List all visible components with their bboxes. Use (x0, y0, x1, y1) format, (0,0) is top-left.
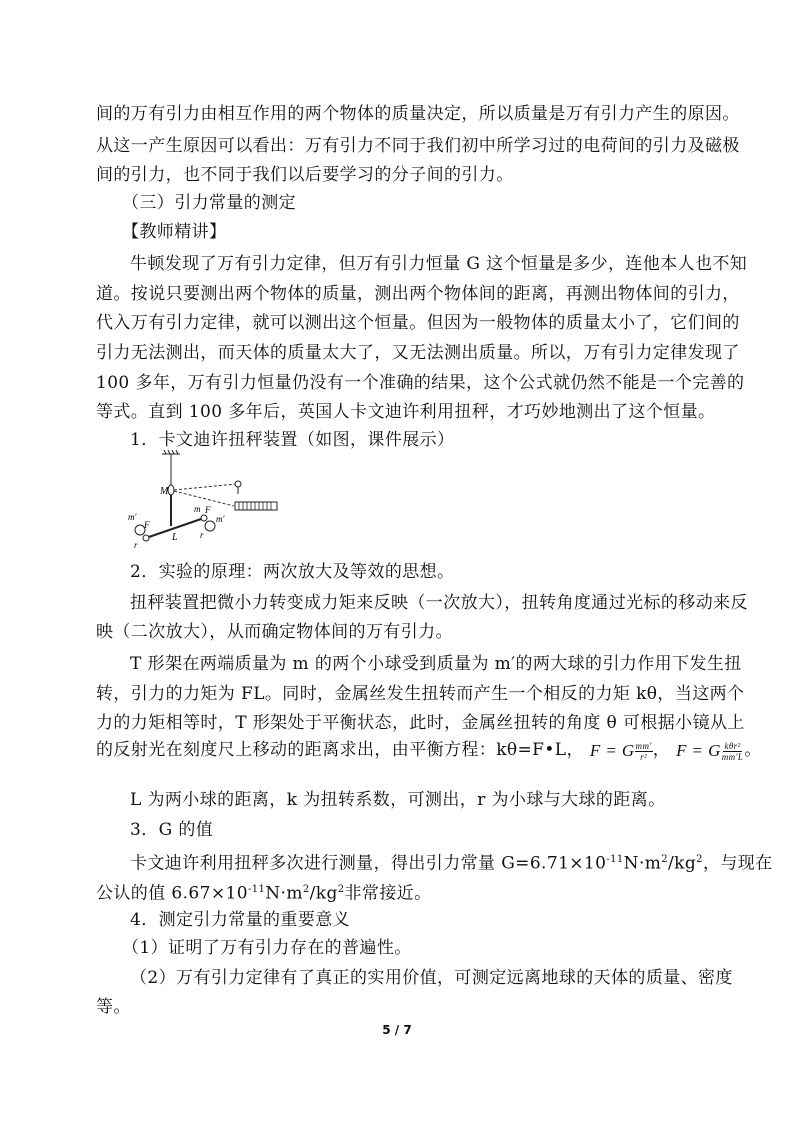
text-line: T 形架在两端质量为 m 的两个小球受到质量为 m′的两大球的引力作用下发生扭 (130, 654, 742, 674)
list-item: 1．卡文迪许扭秤装置（如图，课件展示） (130, 430, 455, 450)
text-line: 间的引力，也不同于我们以后要学习的分子间的引力。 (96, 165, 514, 185)
ceiling-mount (162, 450, 180, 454)
equilibrium-line: 的反射光在刻度尺上移动的距离求出，由平衡方程：kθ=F•L， F = G $\frac{mm'}{\text{r²}}$ ， F = G $\frac{\text{kθr²}}{mm'L}$ 。 (96, 740, 762, 763)
formula-torsion: F = G $\frac{\text{kθr²}}{mm'L}$ (676, 740, 744, 763)
g-accepted-line: 公认的值 $6.67\times 10^{-11}N\cdot m^2/kg^2$非常接近。 (96, 883, 432, 904)
text-line: 等。 (96, 997, 131, 1017)
text-line: 代入万有引力定律，就可以测出这个恒量。但因为一般物体的质量太小了，它们间的 (96, 313, 740, 333)
label-F-left: F (144, 520, 150, 530)
list-item: （2）万有引力定律有了真正的实用价值，可测定远离地球的天体的质量、密度 (130, 968, 733, 988)
section-heading: （三）引力常量的测定 (122, 193, 296, 213)
label-m-prime-right: m′ (216, 514, 225, 524)
list-item: 4．测定引力常量的重要意义 (130, 910, 351, 930)
list-item: 2．实验的原理：两次放大及等效的思想。 (130, 562, 455, 582)
light-source (235, 481, 241, 487)
subsection-label: 【教师精讲】 (122, 222, 227, 242)
text-line: 引力无法测出，而天体的质量太大了，又无法测出质量。所以，万有引力定律发现了 (96, 343, 740, 363)
formula-newton: F = G $\frac{mm'}{\text{r²}}$ (589, 740, 652, 763)
text-line: 间的万有引力由相互作用的两个物体的质量决定，所以质量是万有引力产生的原因。 (96, 104, 740, 124)
formula-separator: ， (652, 740, 671, 760)
text-line: 100 多年，万有引力恒量仍没有一个准确的结果，这个公式就仍然不能是一个完善的 (96, 373, 745, 393)
text-line: 映（二次放大），从而确定物体间的万有引力。 (96, 622, 453, 642)
text-line: 等式。直到 100 多年后，英国人卡文迪许利用扭秤，才巧妙地测出了这个恒量。 (96, 402, 716, 422)
torsion-balance-diagram (124, 450, 314, 550)
list-item: 3．G 的值 (130, 820, 214, 840)
label-r-left: r (134, 540, 138, 550)
small-ball-right (201, 515, 207, 521)
label-F-right: F (205, 505, 211, 515)
label-r-right: r (200, 530, 204, 540)
mirror (168, 485, 174, 495)
big-ball-right (205, 521, 215, 531)
label-M: M (160, 486, 169, 497)
text-line: 道。按说只要测出两个物体的质量，测出两个物体间的距离，再测出物体间的引力， (96, 284, 740, 304)
label-L: L (172, 532, 178, 543)
page-number: 5 / 7 (382, 1023, 412, 1037)
label-m-prime-left: m′ (128, 512, 137, 522)
equilibrium-prefix: 的反射光在刻度尺上移动的距离求出，由平衡方程：kθ=F•L， (96, 740, 584, 760)
g-value-line: 卡文迪许利用扭秤多次进行测量，得出引力常量 $G=6.71\times 10^{-11}N\cdot m^2/kg^2$，与现在 (130, 853, 773, 874)
text-line: 转，引力的力矩为 FL。同时，金属丝发生扭转而产生一个相反的力矩 kθ，当这两个 (96, 684, 745, 704)
list-item: （1）证明了万有引力存在的普遍性。 (122, 938, 412, 958)
text-line: 扭秤装置把微小力转变成力矩来反映（一次放大），扭转角度通过光标的移动来反 (130, 593, 748, 613)
text-line: 力的力矩相等时，T 形架处于平衡状态，此时，金属丝扭转的角度 θ 可根据小镜从上 (96, 713, 745, 733)
text-line: 牛顿发现了万有引力定律，但万有引力恒量 G 这个恒量是多少，连他本人也不知 (130, 254, 748, 274)
label-m-right: m (194, 504, 201, 514)
text-line: 从这一产生原因可以看出：万有引力不同于我们初中所学习过的电荷间的引力及磁极 (96, 136, 740, 156)
text-line: L 为两小球的距离，k 为扭转系数，可测出，r 为小球与大球的距离。 (130, 790, 666, 810)
small-ball-left (143, 535, 149, 541)
